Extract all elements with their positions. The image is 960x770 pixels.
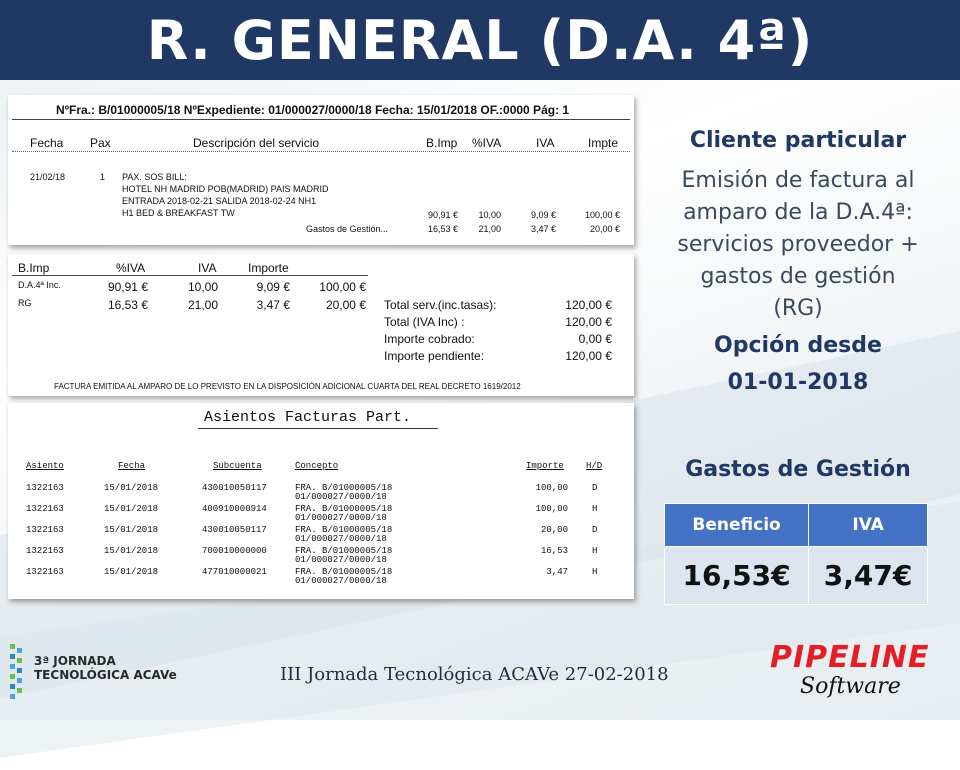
sum-row-piva: 10,00 [187, 280, 218, 294]
row-date: 21/02/18 [30, 172, 66, 182]
total-label: Total serv.(inc.tasas): [384, 298, 497, 312]
asiento-cell-asiento: 1322163 [26, 504, 64, 514]
asiento-cell-sub: 400910000914 [202, 504, 267, 514]
col-iva: IVA [536, 136, 555, 150]
asiento-cell-hd: H [592, 546, 598, 556]
desc-line: HOTEL NH MADRID POB(MADRID) PAIS MADRID [122, 184, 329, 194]
asiento-cell-imp: 100,00 [535, 483, 568, 493]
col-fecha: Fecha [118, 461, 146, 471]
gastos-label: Gastos de Gestión... [306, 224, 389, 234]
asiento-cell-c2: 01/000027/0000/18 [295, 555, 387, 565]
col-importe: Importe [526, 461, 564, 471]
invoice-header: NºFra.: B/01000005/18 NºExpediente: 01/000027/0000/18 Fecha: 15/01/2018 OF.:0000 Pág: 1 [56, 103, 570, 117]
sum-row-importe: 100,00 € [319, 280, 366, 294]
gastos-table [664, 503, 928, 605]
asiento-cell-sub: 700010000000 [202, 546, 267, 556]
sum-row-piva: 21,00 [187, 298, 218, 312]
col-fecha: Fecha [30, 136, 64, 150]
cliente-title: Cliente particular [689, 128, 907, 153]
invoice-document [8, 95, 634, 245]
asiento-cell-sub: 477010000021 [202, 567, 267, 577]
col-pax: Pax [90, 136, 111, 150]
desc-line: ENTRADA 2018-02-21 SALIDA 2018-02-24 NH1 [122, 196, 317, 206]
divider [12, 119, 630, 120]
asiento-cell-hd: H [592, 567, 598, 577]
sum-row-bimp: 90,91 € [107, 280, 148, 294]
divider [12, 151, 630, 152]
asiento-cell-c1: FRA. B/01000005/18 [295, 504, 393, 514]
col-descripcion: Descripción del servicio [193, 136, 320, 150]
total-value: 0,00 € [578, 332, 612, 346]
asiento-cell-c1: FRA. B/01000005/18 [295, 483, 393, 493]
sum-col-bimp: B.Imp [18, 261, 50, 275]
asiento-cell-asiento: 1322163 [26, 525, 64, 535]
line2-bimp: 16,53 € [427, 224, 458, 234]
asiento-cell-fecha: 15/01/2018 [104, 567, 159, 577]
asiento-cell-c2: 01/000027/0000/18 [295, 576, 387, 586]
pipeline-logo: PIPELINE [770, 640, 930, 675]
asiento-cell-hd: D [592, 483, 598, 493]
col-concepto: Concepto [295, 461, 339, 471]
col-subcuenta: Subcuenta [213, 461, 262, 471]
cliente-line: (RG) [773, 296, 823, 321]
gastos-value-iva: 3,47€ [809, 547, 928, 605]
asiento-cell-c2: 01/000027/0000/18 [295, 513, 387, 523]
asiento-cell-asiento: 1322163 [26, 483, 64, 493]
jornada-logo-icon [8, 642, 32, 704]
line2-iva: 3,47 € [530, 224, 556, 234]
total-value: 120,00 € [565, 298, 612, 312]
gastos-title: Gastos de Gestión [685, 457, 911, 482]
asiento-cell-c2: 01/000027/0000/18 [295, 492, 387, 502]
asiento-cell-sub: 430010050117 [202, 525, 267, 535]
sum-row-bimp: 16,53 € [107, 298, 148, 312]
total-label: Total (IVA Inc) : [384, 315, 465, 329]
opcion-date: 01-01-2018 [727, 370, 869, 395]
cliente-line: gastos de gestión [700, 264, 896, 289]
sum-row-label: RG [18, 298, 32, 308]
col-hd: H/D [586, 461, 603, 471]
col-piva: %IVA [472, 136, 502, 150]
title-underline [198, 428, 438, 429]
asiento-cell-c1: FRA. B/01000005/18 [295, 525, 393, 535]
cliente-description [650, 165, 946, 325]
asiento-cell-imp: 20,00 [540, 525, 568, 535]
total-label: Importe pendiente: [384, 349, 485, 363]
legal-footnote: FACTURA EMITIDA AL AMPARO DE LO PREVISTO EN LA DISPOSICIÓN ADICIONAL CUARTA DEL REAL DECRETO 1619/2012 [54, 382, 521, 391]
cliente-line: servicios proveedor + [677, 232, 919, 257]
opcion-title: Opción desde [714, 333, 882, 358]
report-title: Asientos Facturas Part. [204, 409, 412, 426]
asiento-cell-hd: D [592, 525, 598, 535]
row-pax: 1 [100, 172, 106, 182]
line1-impte: 100,00 € [584, 210, 620, 220]
desc-line: H1 BED & BREAKFAST TW [122, 208, 235, 218]
total-label: Importe cobrado: [384, 332, 475, 346]
slide-title: R. GENERAL (D.A. 4ª) [146, 9, 814, 72]
asiento-cell-c2: 01/000027/0000/18 [295, 534, 387, 544]
line1-bimp: 90,91 € [427, 210, 458, 220]
col-asiento: Asiento [26, 461, 64, 471]
col-impte: Impte [588, 136, 619, 150]
asiento-cell-c1: FRA. B/01000005/18 [295, 546, 393, 556]
invoice-summary [8, 254, 634, 396]
sum-row-label: D.A.4ª Inc. [18, 280, 61, 290]
cliente-line: amparo de la D.A.4ª: [683, 200, 913, 225]
asiento-cell-imp: 16,53 [540, 546, 568, 556]
total-value: 120,00 € [565, 349, 612, 363]
jornada-logo-line: 3ª JORNADA [34, 654, 116, 668]
asiento-cell-fecha: 15/01/2018 [104, 504, 159, 514]
total-value: 120,00 € [565, 315, 612, 329]
divider [12, 275, 368, 276]
line2-piva: 21,00 [478, 224, 501, 234]
footer-event: III Jornada Tecnológica ACAVe 27-02-2018 [280, 664, 669, 685]
asiento-cell-hd: H [592, 504, 598, 514]
sum-row-iva: 3,47 € [256, 298, 290, 312]
pipeline-logo-sub: Software [800, 674, 901, 699]
asiento-cell-fecha: 15/01/2018 [104, 546, 159, 556]
jornada-logo-text [34, 654, 177, 682]
jornada-logo-line: TECNOLÓGICA ACAVe [34, 668, 177, 682]
asiento-cell-asiento: 1322163 [26, 567, 64, 577]
desc-line: PAX. SOS BILL: [122, 172, 187, 182]
asiento-cell-imp: 100,00 [535, 504, 568, 514]
gastos-value-beneficio: 16,53€ [665, 547, 809, 605]
gastos-header-iva: IVA [809, 504, 928, 547]
asientos-report [8, 403, 634, 599]
asiento-cell-c1: FRA. B/01000005/18 [295, 567, 393, 577]
asiento-cell-fecha: 15/01/2018 [104, 483, 159, 493]
sum-col-iva: IVA [198, 261, 217, 275]
asiento-cell-fecha: 15/01/2018 [104, 525, 159, 535]
sum-row-iva: 9,09 € [256, 280, 290, 294]
asiento-cell-asiento: 1322163 [26, 546, 64, 556]
sum-col-importe: Importe [248, 261, 289, 275]
line1-piva: 10,00 [478, 210, 501, 220]
cliente-line: Emisión de factura al [681, 168, 915, 193]
sum-row-importe: 20,00 € [325, 298, 366, 312]
line2-impte: 20,00 € [589, 224, 620, 234]
line1-iva: 9,09 € [530, 210, 556, 220]
sum-col-piva: %IVA [116, 261, 146, 275]
asiento-cell-imp: 3,47 [546, 567, 568, 577]
col-bimp: B.Imp [426, 136, 458, 150]
gastos-header-beneficio: Beneficio [665, 504, 809, 547]
asiento-cell-sub: 430010050117 [202, 483, 267, 493]
